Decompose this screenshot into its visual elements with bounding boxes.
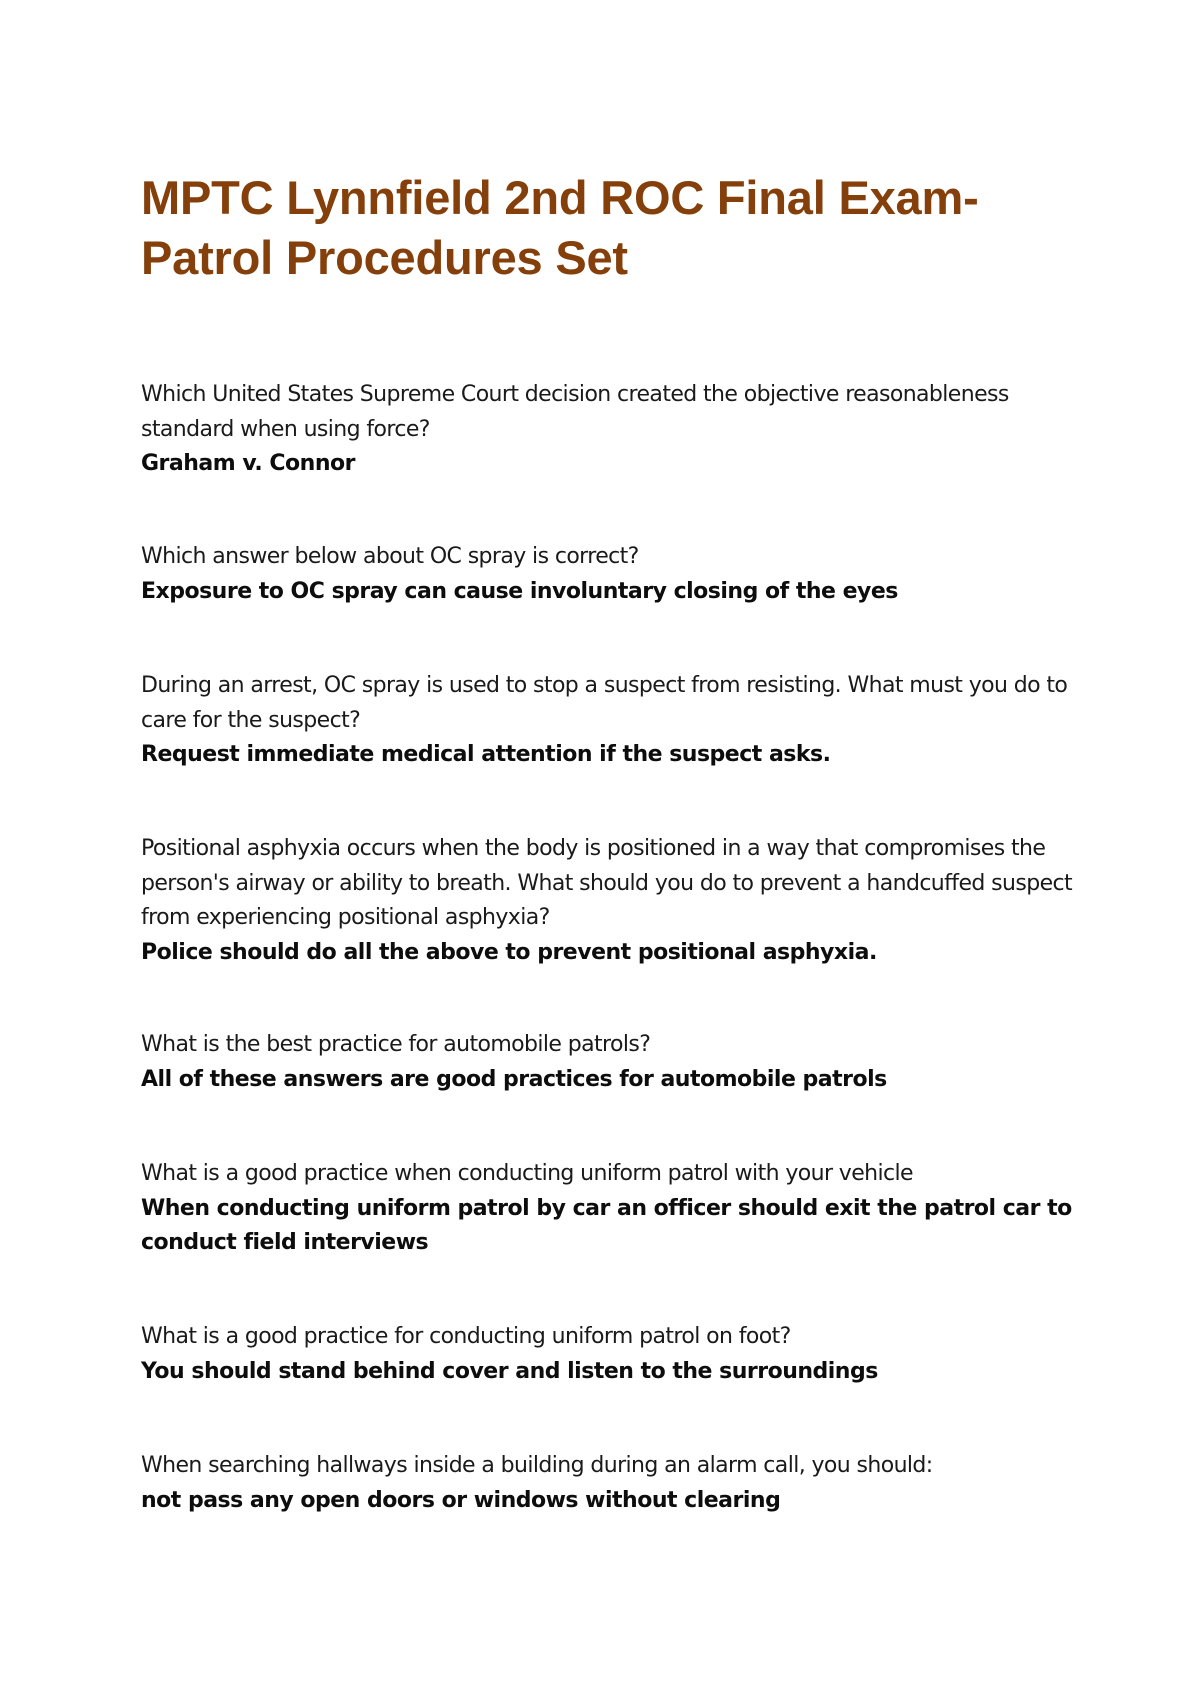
question-text: Which answer below about OC spray is correct? — [141, 544, 639, 569]
question-text: What is the best practice for automobile patrols? — [141, 1032, 651, 1057]
question-text: Which United States Supreme Court decision created the objective reasonableness standard when using force? — [141, 382, 1009, 442]
qa-item — [141, 1449, 1081, 1518]
title-line-2: Patrol Procedures Set — [141, 231, 628, 284]
question-text: Positional asphyxia occurs when the body is positioned in a way that compromises the person's airway or ability to breath. What should you do to prevent a handcuffed suspect from experiencing positional asphyxia? — [141, 836, 1073, 930]
answer-text: Graham v. Connor — [141, 451, 355, 476]
answer-text: You should stand behind cover and listen to the surroundings — [141, 1358, 878, 1384]
question-text: During an arrest, OC spray is used to stop a suspect from resisting. What must you do to care for the suspect? — [141, 673, 1068, 733]
title-line-1: MPTC Lynnfield 2nd ROC Final Exam- — [141, 171, 979, 224]
qa-item — [141, 669, 1081, 773]
answer-text: not pass any open doors or windows without clearing — [141, 1487, 781, 1513]
question-text: What is a good practice for conducting uniform patrol on foot? — [141, 1324, 791, 1349]
qa-item — [141, 1157, 1081, 1261]
document-title — [141, 168, 1071, 288]
answer-text: When conducting uniform patrol by car an officer should exit the patrol car to conduct field interviews — [141, 1195, 1072, 1255]
qa-item — [141, 378, 1081, 482]
question-text: What is a good practice when conducting uniform patrol with your vehicle — [141, 1161, 913, 1186]
answer-text: Exposure to OC spray can cause involuntary closing of the eyes — [141, 578, 898, 604]
qa-item — [141, 1320, 1081, 1389]
answer-text: Police should do all the above to prevent positional asphyxia. — [141, 939, 877, 965]
question-text: When searching hallways inside a building during an alarm call, you should: — [141, 1453, 933, 1478]
answer-text: All of these answers are good practices for automobile patrols — [141, 1066, 887, 1092]
qa-item — [141, 1028, 1081, 1097]
answer-text: Request immediate medical attention if the suspect asks. — [141, 742, 831, 767]
qa-item — [141, 540, 1081, 609]
qa-item — [141, 832, 1081, 970]
